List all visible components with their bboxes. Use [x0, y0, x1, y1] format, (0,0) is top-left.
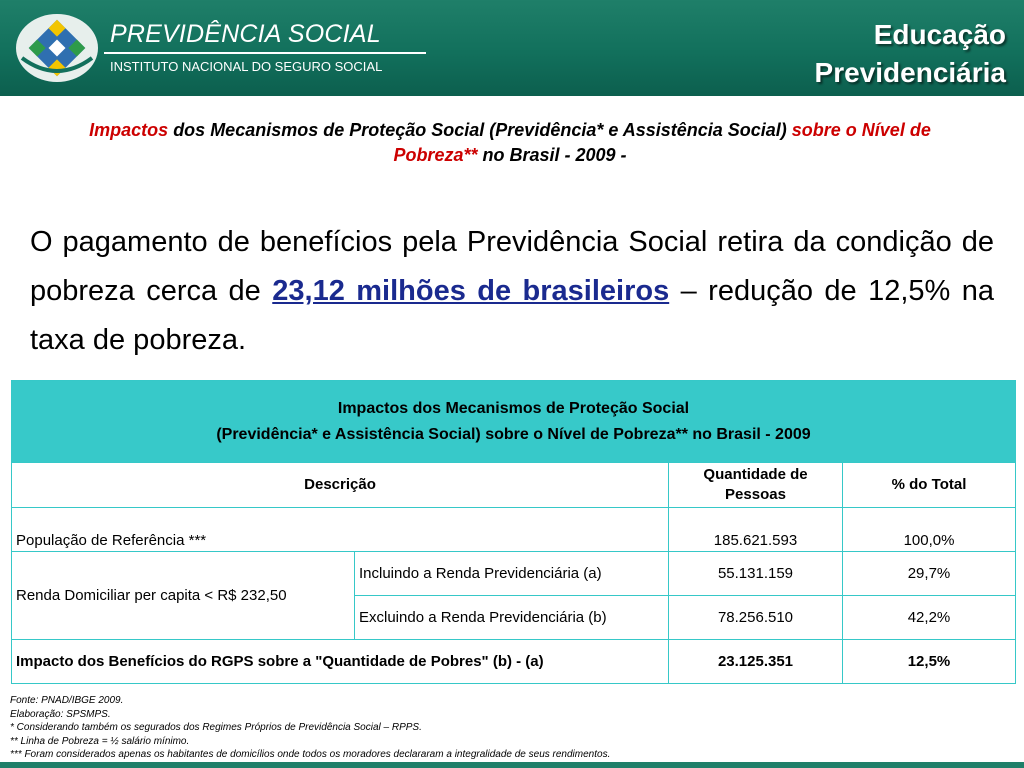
row-impact-pct: 12,5%	[843, 640, 1016, 684]
slide-title-part3: sobre o Nível de Pobreza**	[393, 120, 931, 165]
col-header-percent: % do Total	[843, 463, 1016, 508]
col-header-quantity: Quantidade de Pessoas	[669, 463, 843, 508]
previdencia-logo-icon	[16, 14, 98, 82]
table-row-total	[12, 640, 1016, 684]
lead-highlight: 23,12 milhões de brasileiros	[272, 275, 670, 307]
footnote-3: *** Foram considerados apenas os habitantes de domicílios onde todos os moradores declararam a integralidade de seus rendimentos.	[10, 749, 611, 761]
poverty-impact-table	[11, 380, 1016, 684]
footnote-source: Fonte: PNAD/IBGE 2009.	[10, 695, 124, 706]
section-title-line2: Previdenciária	[814, 57, 1006, 88]
header-divider	[104, 52, 426, 54]
row-income-label: Renda Domiciliar per capita < R$ 232,50	[12, 552, 355, 640]
row-excluding-sub: Excluindo a Renda Previdenciária (b)	[355, 596, 669, 640]
footnotes	[10, 694, 610, 762]
table-title-line2: (Previdência* e Assistência Social) sobre o Nível de Pobreza** no Brasil - 2009	[216, 425, 811, 443]
table-row	[12, 508, 1016, 552]
slide-title	[60, 118, 960, 168]
footnote-1: * Considerando também os segurados dos Regimes Próprios de Previdência Social – RPPS.	[10, 722, 422, 734]
slide-title-part2: dos Mecanismos de Proteção Social (Previdência* e Assistência Social)	[168, 120, 792, 140]
org-subtitle: INSTITUTO NACIONAL DO SEGURO SOCIAL	[110, 59, 383, 74]
section-title-line1: Educação	[873, 19, 1006, 50]
row-impact-qty: 23.125.351	[669, 640, 843, 684]
row-including-pct: 29,7%	[843, 552, 1016, 596]
table-row	[12, 552, 1016, 596]
lead-paragraph	[30, 218, 994, 365]
slide-title-part4: no Brasil - 2009 -	[477, 145, 627, 165]
row-impact-desc: Impacto dos Benefícios do RGPS sobre a "Quantidade de Pobres" (b) - (a)	[12, 640, 669, 684]
row-reference-desc: População de Referência ***	[12, 508, 669, 552]
table-title-line1: Impactos dos Mecanismos de Proteção Social	[337, 399, 690, 417]
row-including-sub: Incluindo a Renda Previdenciária (a)	[355, 552, 669, 596]
table-title	[12, 381, 1016, 463]
row-including-qty: 55.131.159	[669, 552, 843, 596]
lead-text-2: – redução de 12,5% na taxa de pobreza.	[30, 275, 994, 356]
col-header-description: Descrição	[12, 463, 669, 508]
footnote-elaboration: Elaboração: SPSMPS.	[10, 708, 111, 720]
org-name: PREVIDÊNCIA SOCIAL	[110, 20, 381, 48]
bottom-bar	[0, 762, 1024, 768]
table-header-row	[12, 463, 1016, 508]
slide-title-part1: Impactos	[89, 120, 169, 140]
footnote-2: ** Linha de Pobreza = ½ salário mínimo.	[10, 735, 190, 747]
section-title	[815, 16, 1006, 92]
row-excluding-pct: 42,2%	[843, 596, 1016, 640]
row-reference-pct: 100,0%	[843, 508, 1016, 552]
row-excluding-qty: 78.256.510	[669, 596, 843, 640]
header-banner	[0, 0, 1024, 96]
row-reference-qty: 185.621.593	[669, 508, 843, 552]
lead-text-1: O pagamento de benefícios pela Previdência Social retira da condição de pobreza cerca de	[30, 226, 994, 307]
